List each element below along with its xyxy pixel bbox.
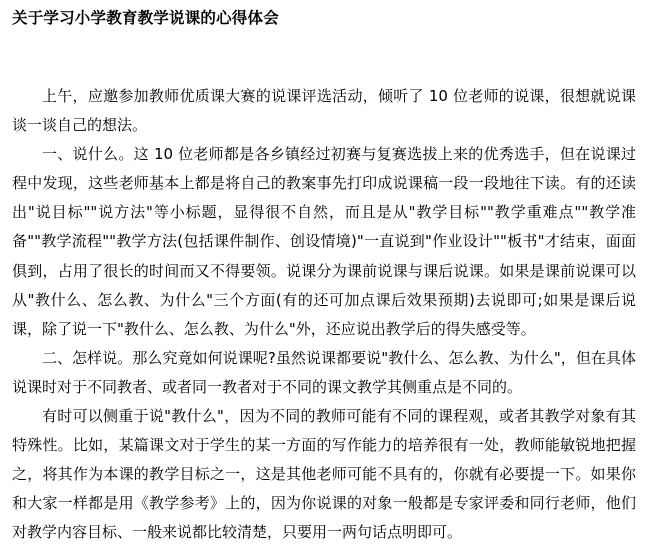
document-body [12, 82, 636, 548]
document-title: 关于学习小学教育教学说课的心得体会 [12, 9, 279, 27]
paragraph: 二、怎样说。那么究竟如何说课呢?虽然说课都要说"教什么、怎么教、为什么"，但在具体说课时对于不同教者、或者同一教者对于不同的课文教学其侧重点是不同的。 [12, 348, 636, 396]
paragraph: 上午，应邀参加教师优质课大赛的说课评选活动，倾听了 10 位老师的说课，很想就说课谈一谈自己的想法。 [12, 87, 636, 135]
paragraph: 有时可以侧重于说"教什么"，因为不同的教师可能有不同的课程观，或者其教学对象有其特殊性。比如，某篇课文对于学生的某一方面的写作能力的培养很有一处，教师能敏锐地把握之，将其作为本课的教学目标之一，这是其他老师可能不具有的，你就有必要提一下。如果你和大家一样都是用《教学参考》上的，因为你说课的对象一般都是专家评委和同行老师，他们对教学内容目标、一般来说都比较清楚，只要用一两句话点明即可。 [12, 407, 636, 542]
paragraph: 一、说什么。这 10 位老师都是各乡镇经过初赛与复赛选拔上来的优秀选手，但在说课过程中发现，这些老师基本上都是将自己的教案事先打印成说课稿一段一段地往下读。有的还读出"说目标""说方法"等小标题，显得很不自然，而且是从"教学目标""教学重难点""教学准备""教学流程""教学方法(包括课件制作、创设情境)"一直说到"作业设计""板书"才结束，面面俱到，占用了很长的时间而又不得要领。说课分为课前说课与课后说课。如果是课前说课可以从"教什么、怎么教、为什么"三个方面(有的还可加点课后效果预期)去说即可;如果是课后说课，除了说一下"教什么、怎么教、为什么"外，还应说出教学后的得失感受等。 [12, 145, 636, 338]
